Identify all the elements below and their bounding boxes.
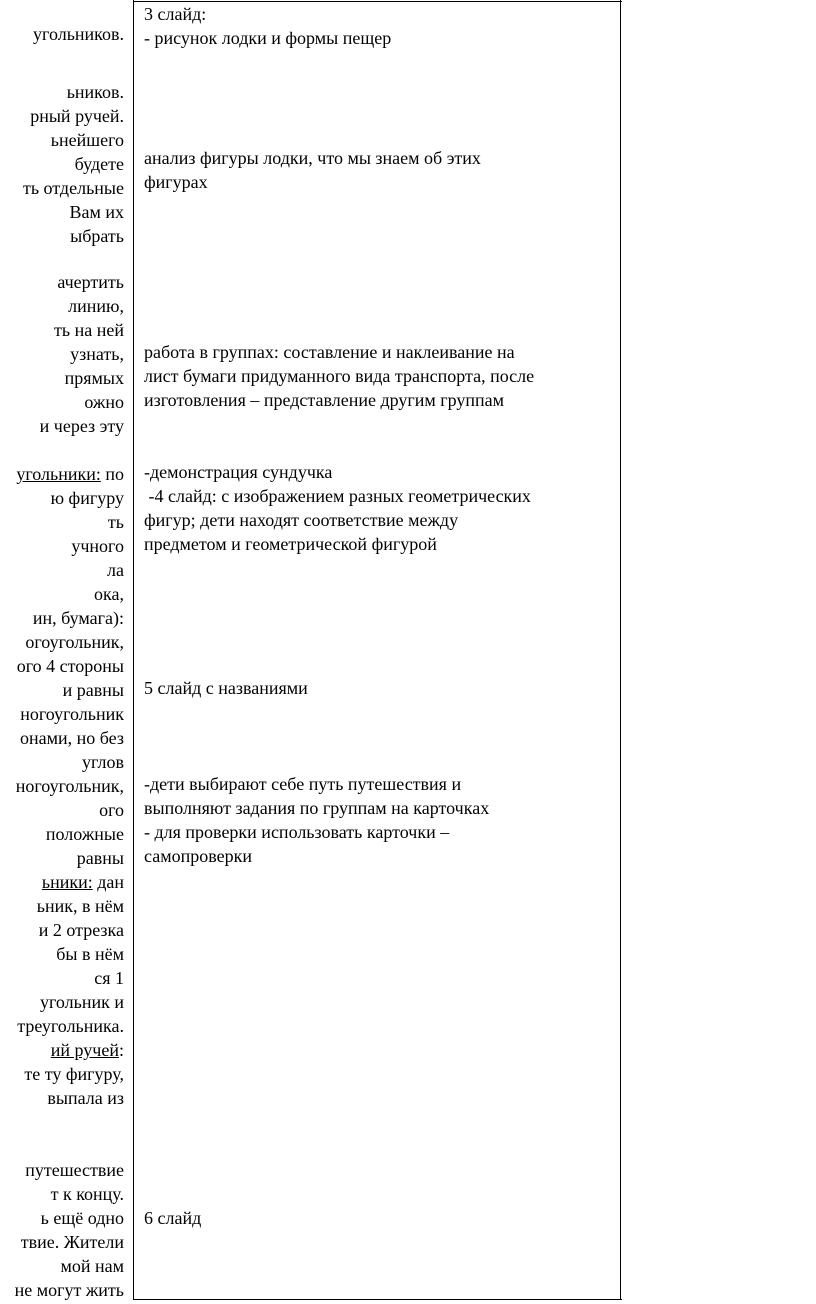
text-segment: и через эту <box>39 416 124 436</box>
right-text-line: 3 слайд: <box>144 4 207 24</box>
left-text-line <box>60 1254 124 1278</box>
text-segment: ть отдельные <box>22 178 124 198</box>
left-text-line <box>40 414 124 438</box>
text-segment: и 2 отрезка <box>38 920 124 940</box>
right-text-line: фигурах <box>144 172 208 192</box>
text-segment: по <box>100 464 124 484</box>
left-text-line <box>17 654 124 678</box>
left-text-line <box>75 152 124 176</box>
left-text-line <box>42 870 124 894</box>
text-segment: огоугольник, <box>25 632 124 652</box>
text-segment: бы в нём <box>56 944 124 964</box>
text-segment: рный ручей. <box>30 106 124 126</box>
text-segment: ьников. <box>66 82 124 102</box>
left-text-line <box>21 1230 124 1254</box>
text-segment: узнать, <box>70 344 124 364</box>
text-segment: ачертить <box>57 272 124 292</box>
table-border-top <box>134 1 622 2</box>
left-text-line <box>23 176 124 200</box>
left-text-line <box>65 366 124 390</box>
text-segment: путешествие <box>25 1160 124 1180</box>
text-segment: положные <box>45 824 124 844</box>
right-text-line: работа в группах: составление и наклеивание на <box>144 342 515 362</box>
underlined-text: ий ручей <box>50 1040 119 1060</box>
left-text-line <box>51 486 124 510</box>
text-segment: Вам их <box>69 202 124 222</box>
left-text-line <box>51 1038 124 1062</box>
right-text-line: анализ фигуры лодки, что мы знаем об этих <box>144 148 481 168</box>
left-text-line <box>15 1278 124 1302</box>
left-text-line <box>20 702 124 726</box>
left-text-line <box>108 510 124 534</box>
text-segment: т к концу. <box>50 1184 124 1204</box>
left-text-line <box>25 1158 124 1182</box>
left-text-line <box>63 678 124 702</box>
text-segment: ть на ней <box>54 320 124 340</box>
text-segment: ого 4 стороны <box>16 656 124 676</box>
right-text-line: -4 слайд: с изображением разных геометрических <box>144 486 531 506</box>
text-segment: не могут жить <box>14 1280 124 1300</box>
text-segment: ьнейшего <box>50 130 124 150</box>
left-text-line <box>70 342 124 366</box>
text-segment: и равны <box>62 680 124 700</box>
left-text-line <box>57 270 124 294</box>
right-text-line: -демонстрация сундучка <box>144 462 333 482</box>
text-segment: ногоугольник <box>20 704 124 724</box>
text-segment: ла <box>107 560 124 580</box>
text-segment: ь ещё одно <box>40 1208 124 1228</box>
left-text-line <box>41 1206 124 1230</box>
text-segment: ока, <box>94 584 124 604</box>
left-text-line <box>33 22 124 46</box>
left-text-line <box>84 390 124 414</box>
left-text-line <box>40 990 124 1014</box>
left-text-line <box>16 462 124 486</box>
left-text-line <box>24 1062 124 1086</box>
left-text-line <box>39 918 124 942</box>
text-segment: мой нам <box>60 1256 124 1276</box>
left-text-line <box>30 104 124 128</box>
right-text-line: 5 слайд с названиями <box>144 678 308 698</box>
left-text-line <box>71 534 124 558</box>
right-text-line: изготовления – представление другим группам <box>144 390 505 410</box>
right-text-line: выполняют задания по группам на карточках <box>144 798 490 818</box>
text-segment: ин, бумага): <box>32 608 124 628</box>
text-segment: ю фигуру <box>50 488 124 508</box>
text-segment: прямых <box>64 368 124 388</box>
left-text-line <box>54 318 124 342</box>
left-text-line <box>51 1182 124 1206</box>
left-text-line <box>51 128 124 152</box>
left-text-line <box>69 200 124 224</box>
right-text-line: 6 слайд <box>144 1208 202 1228</box>
left-text-line <box>94 966 124 990</box>
text-segment: ого <box>99 800 124 820</box>
left-text-line <box>20 726 124 750</box>
text-segment: углов <box>82 752 124 772</box>
left-text-line <box>94 582 124 606</box>
left-text-line <box>37 894 124 918</box>
text-segment: онами, но без <box>19 728 124 748</box>
right-text-line: лист бумаги придуманного вида транспорта, после <box>144 366 535 386</box>
left-text-line <box>107 558 124 582</box>
table-border-bottom <box>134 1299 622 1300</box>
left-text-line <box>82 750 124 774</box>
text-segment: треугольника. <box>17 1016 124 1036</box>
text-segment: ожно <box>84 392 124 412</box>
right-text-line: -дети выбирают себе путь путешествия и <box>144 774 462 794</box>
text-segment: ыбрать <box>70 226 124 246</box>
left-text-line <box>16 774 124 798</box>
left-text-line <box>99 798 124 822</box>
text-segment: ьник, в нём <box>36 896 124 916</box>
text-segment: учного <box>71 536 124 556</box>
text-segment: : <box>118 1040 124 1060</box>
text-segment: линию, <box>68 296 124 316</box>
text-segment: ся 1 <box>94 968 124 988</box>
left-text-line <box>67 80 124 104</box>
left-text-line <box>68 294 124 318</box>
underlined-text: угольники: <box>16 464 101 484</box>
left-text-line <box>70 224 124 248</box>
text-segment: те ту фигуру, <box>24 1064 124 1084</box>
right-text-line: - для проверки использовать карточки – <box>144 822 450 842</box>
text-segment: дан <box>92 872 124 892</box>
text-segment: угольников. <box>33 24 124 44</box>
text-segment: ногоугольник, <box>15 776 124 796</box>
text-segment: твие. Жители <box>20 1232 124 1252</box>
left-text-line <box>56 942 124 966</box>
table-border-right <box>620 0 621 1300</box>
right-text-line: фигур; дети находят соответствие между <box>144 510 459 530</box>
left-text-line <box>46 822 124 846</box>
left-text-line <box>77 846 124 870</box>
table-border-left <box>133 0 134 1300</box>
left-text-line <box>47 1086 124 1110</box>
right-text-line: самопроверки <box>144 846 252 866</box>
right-text-line: предметом и геометрической фигурой <box>144 534 437 554</box>
text-segment: равны <box>76 848 124 868</box>
text-segment: ть <box>107 512 124 532</box>
left-text-line <box>17 1014 124 1038</box>
text-segment: будете <box>74 154 124 174</box>
text-segment: угольник и <box>39 992 124 1012</box>
left-text-line <box>33 606 124 630</box>
right-text-line: - рисунок лодки и формы пещер <box>144 28 392 48</box>
text-segment: выпала из <box>47 1088 124 1108</box>
left-text-line <box>25 630 124 654</box>
underlined-text: ьники: <box>41 872 93 892</box>
